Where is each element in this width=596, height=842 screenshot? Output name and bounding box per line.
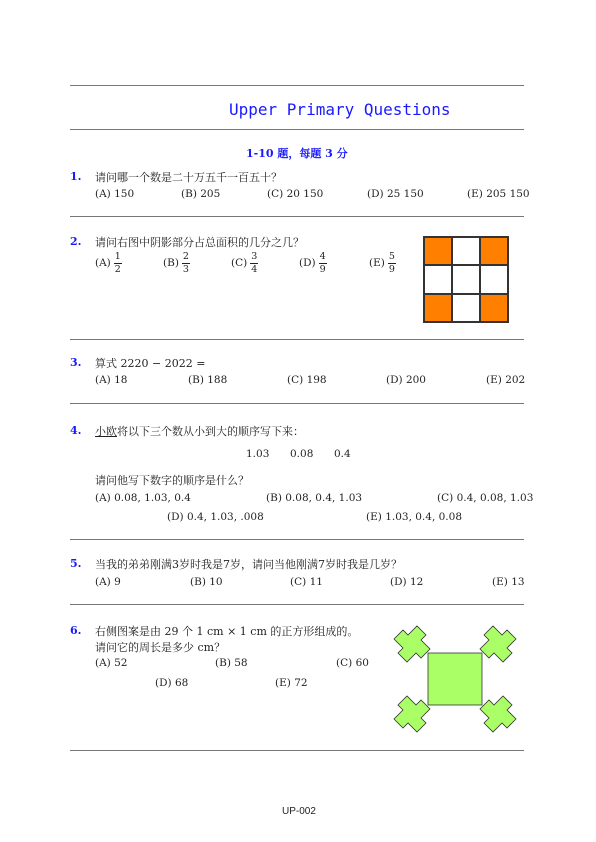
divider — [70, 339, 524, 340]
q3-option-d: (D) 200 — [386, 374, 426, 386]
q1-option-d: (D) 25 150 — [367, 188, 424, 200]
q6-option-c: (C) 60 — [336, 657, 369, 669]
shaded-grid-figure — [423, 236, 509, 323]
q6-option-e: (E) 72 — [275, 677, 308, 689]
q1-text: 请问哪一个数是二十万五千一百五十？ — [95, 171, 282, 184]
bottom-rule — [70, 750, 524, 751]
q1-option-a: (A) 150 — [95, 188, 135, 200]
grid-cell-shaded — [424, 237, 452, 265]
q2-number: 2. — [70, 235, 82, 248]
q4-text: 小欧将以下三个数从小到大的顺序写下来： — [95, 425, 304, 438]
q2-option-a: (A) $\frac{1}{2}$ — [95, 251, 121, 275]
q4-number-3: 0.4 — [334, 448, 351, 460]
q4-option-c: (C) 0.4, 0.08, 1.03 — [437, 492, 534, 504]
q1-option-e: (E) 205 150 — [467, 188, 530, 200]
green-squares-shape — [394, 626, 516, 732]
top-rule — [70, 85, 524, 86]
q5-option-a: (A) 9 — [95, 576, 121, 588]
q3-option-e: (E) 202 — [486, 374, 526, 386]
q1-option-c: (C) 20 150 — [267, 188, 324, 200]
q3-option-c: (C) 198 — [287, 374, 327, 386]
q6-option-b: (B) 58 — [215, 657, 248, 669]
divider — [70, 403, 524, 404]
q2-option-e: (E) $\frac{5}{9}$ — [369, 251, 395, 275]
q3-number: 3. — [70, 356, 82, 369]
q2-text: 请问右图中阴影部分占总面积的几分之几？ — [95, 236, 304, 249]
q4-option-b: (B) 0.08, 0.4, 1.03 — [266, 492, 363, 504]
q2-option-b: (B) $\frac{2}{3}$ — [163, 251, 189, 275]
q5-option-c: (C) 11 — [290, 576, 323, 588]
grid-cell — [452, 265, 480, 293]
q5-option-e: (E) 13 — [492, 576, 525, 588]
cross-shape-figure — [390, 620, 520, 738]
grid-cell — [480, 265, 508, 293]
section-heading: 1-10 题，每题 3 分 — [246, 147, 348, 160]
q4-option-d: (D) 0.4, 1.03, .008 — [167, 511, 264, 523]
title-rule — [70, 129, 524, 130]
q6-text-line2: 请问它的周长是多少 cm？ — [95, 641, 226, 654]
q6-option-d: (D) 68 — [155, 677, 189, 689]
q5-option-b: (B) 10 — [190, 576, 223, 588]
q5-text: 当我的弟弟刚满3岁时我是7岁，请问当他刚满7岁时我是几岁？ — [95, 558, 402, 571]
q1-option-b: (B) 205 — [181, 188, 221, 200]
q4-number-2: 0.08 — [290, 448, 314, 460]
q5-option-d: (D) 12 — [390, 576, 424, 588]
grid-cell — [424, 265, 452, 293]
q5-number: 5. — [70, 557, 82, 570]
q1-number: 1. — [70, 170, 82, 183]
page-title: Upper Primary Questions — [229, 100, 451, 119]
grid-cell-shaded — [424, 294, 452, 322]
q4-option-a: (A) 0.08, 1.03, 0.4 — [95, 492, 191, 504]
q2-option-c: (C) $\frac{3}{4}$ — [231, 251, 258, 275]
grid-cell-shaded — [480, 294, 508, 322]
q6-number: 6. — [70, 624, 82, 637]
q6-option-a: (A) 52 — [95, 657, 128, 669]
q4-question: 请问他写下数字的顺序是什么？ — [95, 474, 249, 487]
q4-number-1: 1.03 — [246, 448, 270, 460]
divider — [70, 539, 524, 540]
q4-name: 小欧 — [95, 425, 117, 438]
grid-cell — [452, 237, 480, 265]
q3-text: 算式 2220 − 2022 = — [95, 357, 206, 370]
q2-option-d: (D) $\frac{4}{9}$ — [299, 251, 326, 275]
q4-number: 4. — [70, 424, 82, 437]
q3-option-b: (B) 188 — [188, 374, 228, 386]
divider — [70, 604, 524, 605]
grid-cell-shaded — [480, 237, 508, 265]
page-footer: UP-002 — [282, 806, 316, 817]
q3-option-a: (A) 18 — [95, 374, 128, 386]
grid-cell — [452, 294, 480, 322]
q4-option-e: (E) 1.03, 0.4, 0.08 — [366, 511, 463, 523]
q6-text-line1: 右侧图案是由 29 个 1 cm × 1 cm 的正方形组成的。 — [95, 625, 359, 638]
divider — [70, 216, 524, 217]
